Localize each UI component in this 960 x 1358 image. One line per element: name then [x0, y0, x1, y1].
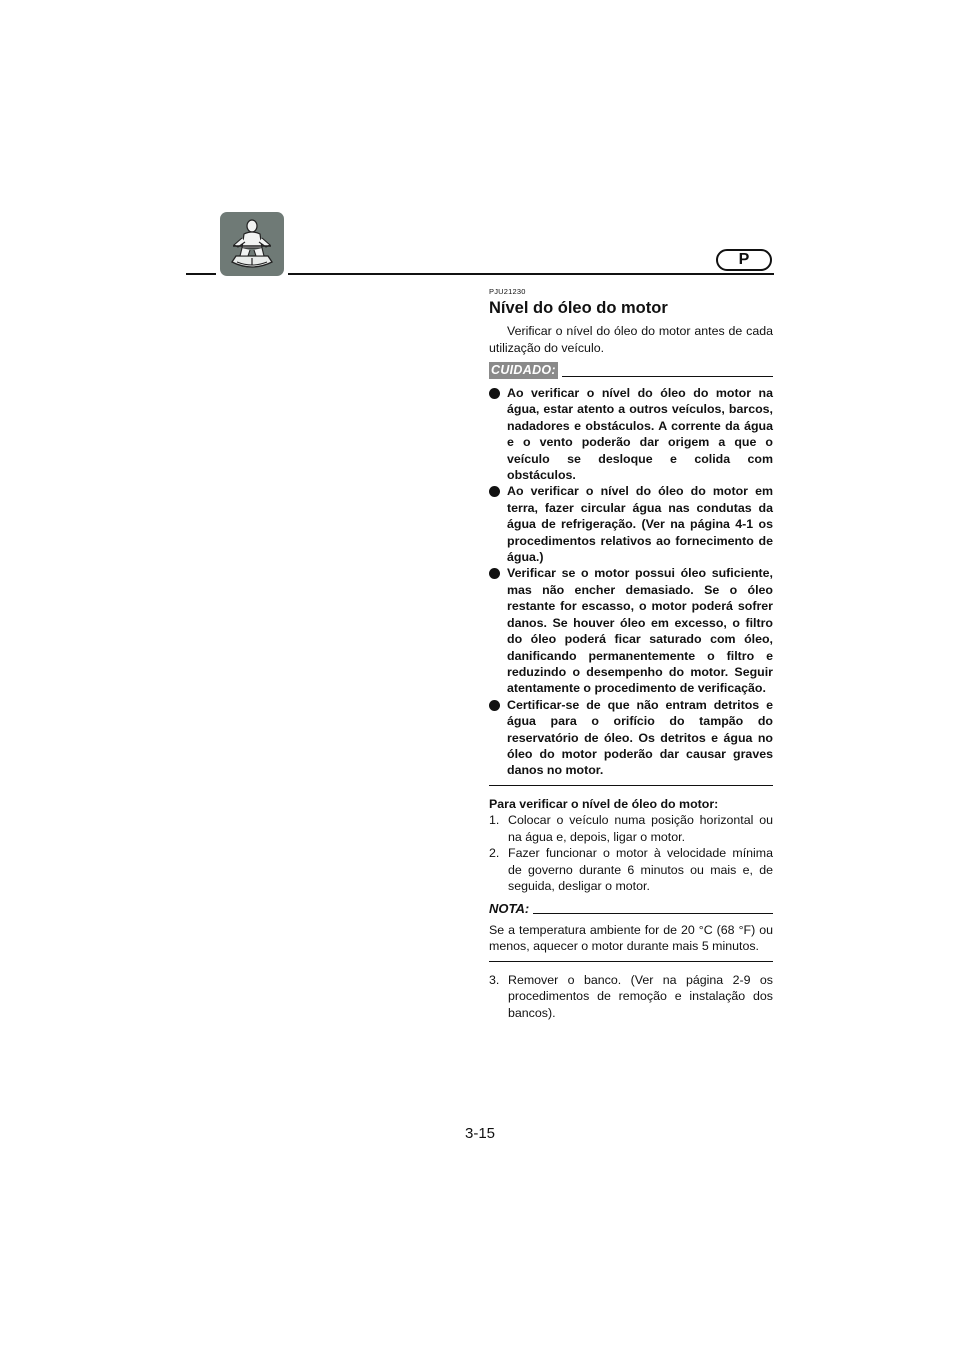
caution-rule	[562, 376, 773, 377]
procedure-step: 1. Colocar o veículo numa posição horizontal ou na água e, depois, ligar o motor.	[489, 813, 773, 844]
page-number: 3-15	[464, 1125, 496, 1142]
header-rule-right	[288, 273, 774, 275]
procedure-heading: Para verificar o nível de óleo do motor:	[489, 796, 719, 811]
procedure-step: 2. Fazer funcionar o motor à velocidade mínima de governo durante 6 minutos ou mais e, de seguida, desligar o motor.	[489, 846, 773, 894]
jet-ski-rider-icon	[220, 212, 284, 276]
content-column	[489, 287, 773, 1027]
caution-end-rule	[489, 785, 773, 786]
note-text: Se a temperatura ambiente for de 20 °C (68 °F) ou menos, aquecer o motor durante mais 5 minutos.	[489, 922, 773, 954]
caution-header	[489, 362, 773, 379]
note-rule	[533, 913, 773, 914]
note-end-rule	[489, 961, 773, 962]
bullet-icon	[489, 388, 500, 399]
section-code: PJU21230	[489, 287, 526, 296]
caution-list	[489, 385, 773, 779]
header-rule-left	[186, 273, 216, 275]
bullet-icon	[489, 568, 500, 579]
bullet-icon	[489, 700, 500, 711]
section-title: Nível do óleo do motor	[489, 299, 668, 317]
caution-item: Verificar se o motor possui óleo suficiente, mas não encher demasiado. Se o óleo restante for escasso, o motor poderá sofrer danos. Se houver óleo em excesso, o filtro do óleo poderá ficar saturado com óleo, danificando permanentemente o filtro e reduzindo o desempenho do motor. Seguir atentamente o procedimento de verificação.	[489, 565, 773, 696]
caution-item: Ao verificar o nível do óleo do motor na água, estar atento a outros veículos, barcos, nadadores e obstáculos. A corrente da água e o vento poderão dar origem a que o veículo se desloque e colida com obstáculos.	[489, 385, 773, 483]
caution-item: Certificar-se de que não entram detritos e água para o orifício do tampão do reservatório de óleo. Os detritos e água no óleo do motor poderão dar causar graves danos no motor.	[489, 697, 773, 779]
intro-paragraph: Verificar o nível do óleo do motor antes de cada utilização do veículo.	[489, 324, 773, 355]
procedure-step: 3. Remover o banco. (Ver na página 2-9 os procedimentos de remoção e instalação dos bancos).	[489, 972, 773, 1020]
note-header	[489, 901, 773, 916]
caution-item: Ao verificar o nível do óleo do motor em terra, fazer circular água nas condutas da água de refrigeração. (Ver na página 4-1 os procedimentos relativos ao fornecimento de água.)	[489, 483, 773, 565]
bullet-icon	[489, 486, 500, 497]
procedure-steps-continued	[489, 972, 773, 1022]
procedure-steps	[489, 812, 773, 895]
caution-label: CUIDADO:	[491, 363, 556, 377]
note-label: NOTA:	[489, 900, 530, 916]
language-badge: P	[716, 249, 772, 271]
